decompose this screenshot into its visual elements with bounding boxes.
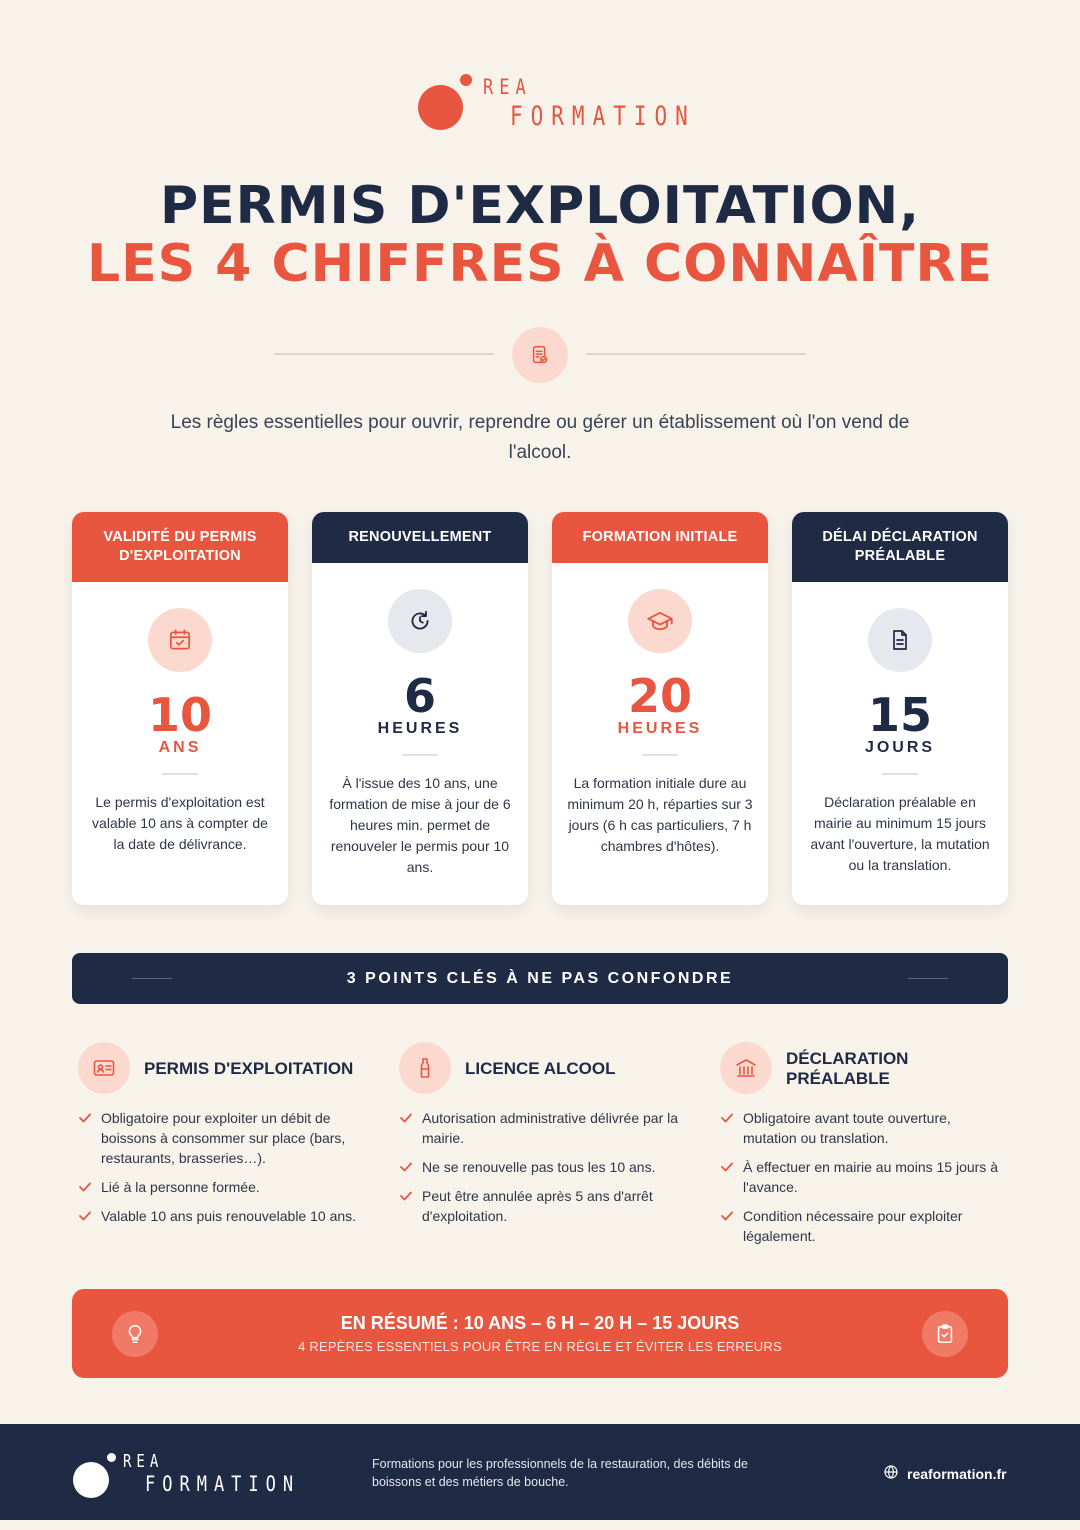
footer-logo: [73, 1452, 301, 1502]
list-item: [399, 1186, 684, 1226]
website-text: reaformation.fr: [907, 1465, 1007, 1482]
stat-card-declaration: [792, 512, 1008, 905]
card-header: DÉLAI DÉCLARATION PRÉALABLE: [792, 512, 1008, 582]
list-item-text: Valable 10 ans puis renouvelable 10 ans.: [101, 1208, 357, 1224]
list-item: [78, 1177, 363, 1197]
check-icon: [78, 1110, 92, 1130]
card-number: 6: [403, 669, 436, 723]
check-icon: [720, 1208, 734, 1228]
keypoints-banner: [72, 953, 1008, 1004]
card-unit: JOURS: [864, 739, 936, 756]
keypoint-list: [720, 1108, 1005, 1255]
page-title-line1: PERMIS D'EXPLOITATION,: [160, 176, 920, 236]
card-separator: [642, 754, 678, 756]
check-icon: [720, 1159, 734, 1179]
bottom-strip: [0, 1520, 1080, 1530]
check-icon: [399, 1188, 413, 1208]
keypoint-title: PERMIS D'EXPLOITATION: [144, 1059, 354, 1078]
globe-icon: [883, 1464, 899, 1483]
brand-logo: [418, 73, 696, 133]
bottle-icon: [399, 1042, 451, 1094]
banner-line-left: [132, 978, 172, 979]
logo-circle: [418, 85, 463, 130]
logo-circle: [73, 1462, 109, 1498]
list-item: [78, 1108, 363, 1168]
list-item: [399, 1157, 684, 1177]
keypoint-licence: [393, 1042, 683, 1224]
calendar-check-icon: [148, 608, 212, 672]
keypoint-title: DÉCLARATION PRÉALABLE: [786, 1049, 909, 1088]
logo-dot: [460, 74, 472, 86]
logo-line1: REA: [483, 75, 532, 100]
clipboard-check-icon: [922, 1311, 968, 1357]
card-number: 10: [147, 688, 212, 742]
keypoint-declaration: [714, 1042, 1004, 1244]
card-description: Déclaration préalable en mairie au minimum 15 jours avant l'ouverture, la mutation ou la translation.: [810, 794, 990, 873]
list-item-text: Ne se renouvelle pas tous les 10 ans.: [422, 1159, 656, 1175]
id-card-icon: [78, 1042, 130, 1094]
list-item-text: Autorisation administrative délivrée par la mairie.: [422, 1110, 679, 1146]
card-description: Le permis d'exploitation est valable 10 ans à compter de la date de délivrance.: [92, 794, 268, 852]
list-item-text: Obligatoire pour exploiter un débit de boissons à consommer sur place (bars, restaurants, brasseries…).: [101, 1110, 346, 1166]
town-hall-icon: [720, 1042, 772, 1094]
keypoint-permis: [72, 1042, 362, 1224]
card-separator: [402, 754, 438, 756]
list-item-text: Condition nécessaire pour exploiter légalement.: [743, 1208, 963, 1244]
stat-card-validite: [72, 512, 288, 905]
card-header: VALIDITÉ DU PERMIS D'EXPLOITATION: [72, 512, 288, 582]
logo-line2: FORMATION: [145, 1472, 301, 1497]
check-icon: [399, 1159, 413, 1179]
card-separator: [882, 773, 918, 775]
logo-line2: FORMATION: [510, 101, 696, 131]
card-description: À l'issue des 10 ans, une formation de mise à jour de 6 heures min. permet de renouveler le permis pour 10 ans.: [329, 775, 511, 875]
list-item-text: Obligatoire avant toute ouverture, mutation ou translation.: [743, 1110, 951, 1146]
card-description: La formation initiale dure au minimum 20 h, réparties sur 3 jours (6 h cas particuliers, 7 h chambres d'hôtes).: [567, 775, 753, 854]
page-title-line2: LES 4 CHIFFRES À CONNAÎTRE: [86, 234, 994, 294]
check-icon: [78, 1179, 92, 1199]
keypoint-title: LICENCE ALCOOL: [465, 1059, 616, 1078]
divider-right: [586, 353, 806, 355]
list-item: [78, 1206, 363, 1226]
list-item: [720, 1206, 1005, 1246]
check-icon: [399, 1110, 413, 1130]
list-item: [720, 1157, 1005, 1197]
divider-left: [274, 353, 494, 355]
logo-dot: [107, 1453, 116, 1462]
clock-refresh-icon: [388, 589, 452, 653]
list-item-text: À effectuer en mairie au moins 15 jours à l'avance.: [743, 1159, 998, 1195]
footer: [0, 1424, 1080, 1520]
check-icon: [720, 1110, 734, 1130]
stat-card-formation: [552, 512, 768, 905]
card-header: RENOUVELLEMENT: [312, 512, 528, 563]
card-number: 20: [627, 669, 692, 723]
card-number: 15: [867, 688, 932, 742]
keypoint-list: [78, 1108, 363, 1235]
keypoint-list: [399, 1108, 684, 1235]
check-icon: [78, 1208, 92, 1228]
summary-subtitle: 4 REPÈRES ESSENTIELS POUR ÊTRE EN RÈGLE ET ÉVITER LES ERREURS: [298, 1339, 782, 1354]
document-check-icon: [512, 327, 568, 383]
card-unit: ANS: [158, 739, 202, 756]
card-header: FORMATION INITIALE: [552, 512, 768, 563]
document-icon: [868, 608, 932, 672]
card-unit: HEURES: [377, 720, 463, 737]
list-item: [720, 1108, 1005, 1148]
list-item: [399, 1108, 684, 1148]
logo-line1: REA: [123, 1452, 164, 1472]
list-item-text: Peut être annulée après 5 ans d'arrêt d'exploitation.: [422, 1188, 653, 1224]
banner-title: 3 POINTS CLÉS À NE PAS CONFONDRE: [346, 969, 734, 987]
card-separator: [162, 773, 198, 775]
website-link[interactable]: [883, 1464, 1007, 1483]
stat-card-renouvellement: [312, 512, 528, 905]
summary-title: EN RÉSUMÉ : 10 ANS – 6 H – 20 H – 15 JOURS: [340, 1313, 740, 1333]
banner-line-right: [908, 978, 948, 979]
footer-text: Formations pour les professionnels de la restauration, des débits de boissons et des métiers de bouche.: [372, 1457, 748, 1489]
intro-text: Les règles essentielles pour ouvrir, reprendre ou gérer un établissement où l'on vend de l'alcool.: [170, 412, 910, 463]
card-unit: HEURES: [617, 720, 703, 737]
summary-box: [72, 1289, 1008, 1378]
list-item-text: Lié à la personne formée.: [101, 1179, 260, 1195]
graduation-cap-icon: [628, 589, 692, 653]
